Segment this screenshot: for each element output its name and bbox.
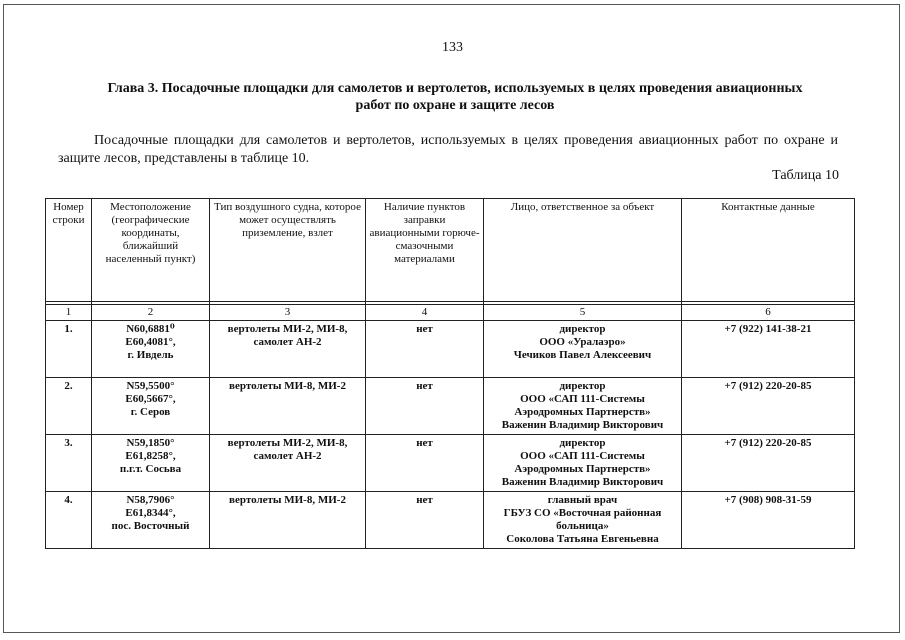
responsible-person-cell-line: больница» xyxy=(556,520,609,532)
responsible-person-cell-line: главный врач xyxy=(547,494,618,506)
location-cell-line: N59,1850° xyxy=(126,437,175,449)
aircraft-type-cell-line: вертолеты МИ-8, МИ-2 xyxy=(229,494,346,506)
chapter-heading xyxy=(60,80,850,114)
fuel-points-cell: нет xyxy=(366,321,484,378)
location-cell xyxy=(92,492,210,549)
location-cell xyxy=(92,435,210,492)
location-cell-line: E61,8344°, xyxy=(125,507,176,519)
row-number-cell: 3. xyxy=(46,435,92,492)
location-cell-line: г. Ивдель xyxy=(127,349,174,361)
location-cell-line: N60,6881⁰ xyxy=(126,323,175,335)
row-number-cell: 4. xyxy=(46,492,92,549)
header-aircraft-type: Тип воздушного судна, которое может осуществлять приземление, взлет xyxy=(210,199,366,302)
aircraft-type-cell xyxy=(210,435,366,492)
aircraft-type-cell-line: самолет АН-2 xyxy=(253,336,322,348)
responsible-person-cell-line: Чечиков Павел Алексеевич xyxy=(513,349,652,361)
location-cell-line: N58,7906° xyxy=(126,494,175,506)
aircraft-type-cell xyxy=(210,321,366,378)
header-contact: Контактные данные xyxy=(682,199,855,302)
table-header-row xyxy=(46,199,855,302)
intro-paragraph: Посадочные площадки для самолетов и вертолетов, используемых в целях проведения авиационных работ по охране и защите лесов, представлены в таблице 10. xyxy=(58,133,838,166)
page-number: 133 xyxy=(442,40,463,55)
aircraft-type-cell xyxy=(210,378,366,435)
aircraft-type-cell xyxy=(210,492,366,549)
aircraft-type-cell-line: вертолеты МИ-2, МИ-8, xyxy=(227,437,348,449)
contact-cell: +7 (908) 908-31-59 xyxy=(682,492,855,549)
chapter-heading-line-2: работ по охране и защите лесов xyxy=(355,98,555,113)
responsible-person-cell xyxy=(484,435,682,492)
responsible-person-cell-line: Аэродромных Партнерств» xyxy=(514,406,651,418)
landing-sites-table xyxy=(45,198,855,549)
responsible-person-cell xyxy=(484,321,682,378)
responsible-person-cell-line: Важенин Владимир Викторович xyxy=(501,419,664,431)
aircraft-type-cell-line: вертолеты МИ-2, МИ-8, xyxy=(227,323,348,335)
location-cell-line: E61,8258°, xyxy=(125,450,176,462)
table-row xyxy=(46,492,855,549)
responsible-person-cell-line: ООО «САП 111-Системы xyxy=(520,393,645,405)
responsible-person-cell-line: ООО «САП 111-Системы xyxy=(520,450,645,462)
column-number: 6 xyxy=(682,305,855,321)
location-cell xyxy=(92,321,210,378)
responsible-person-cell-line: ГБУЗ СО «Восточная районная xyxy=(503,507,662,519)
table-row xyxy=(46,321,855,378)
header-location: Местоположение (географические координаты, ближайший населенный пункт) xyxy=(92,199,210,302)
table-caption: Таблица 10 xyxy=(772,168,839,183)
aircraft-type-cell-line: вертолеты МИ-8, МИ-2 xyxy=(229,380,346,392)
header-responsible-person: Лицо, ответственное за объект xyxy=(484,199,682,302)
responsible-person-cell-line: директор xyxy=(559,323,606,335)
location-cell-line: пос. Восточный xyxy=(111,520,190,532)
fuel-points-cell: нет xyxy=(366,378,484,435)
header-row-number: Номер строки xyxy=(46,199,92,302)
location-cell-line: E60,5667°, xyxy=(125,393,176,405)
responsible-person-cell-line: директор xyxy=(559,437,606,449)
location-cell-line: E60,4081°, xyxy=(125,336,176,348)
table-row xyxy=(46,378,855,435)
responsible-person-cell xyxy=(484,378,682,435)
responsible-person-cell-line: ООО «Уралаэро» xyxy=(539,336,626,348)
aircraft-type-cell-line: самолет АН-2 xyxy=(253,450,322,462)
responsible-person-cell-line: Аэродромных Партнерств» xyxy=(514,463,651,475)
header-fuel-points: Наличие пунктов заправки авиационными горюче-смазочными материалами xyxy=(366,199,484,302)
fuel-points-cell: нет xyxy=(366,435,484,492)
responsible-person-cell-line: Соколова Татьяна Евгеньевна xyxy=(506,533,659,545)
column-number: 4 xyxy=(366,305,484,321)
location-cell xyxy=(92,378,210,435)
row-number-cell: 2. xyxy=(46,378,92,435)
contact-cell: +7 (912) 220-20-85 xyxy=(682,378,855,435)
location-cell-line: г. Серов xyxy=(130,406,171,418)
chapter-heading-line-1: Глава 3. Посадочные площадки для самолетов и вертолетов, используемых в целях проведения авиационных xyxy=(107,81,803,96)
location-cell-line: п.г.т. Сосьва xyxy=(119,463,182,475)
column-number: 5 xyxy=(484,305,682,321)
column-number: 1 xyxy=(46,305,92,321)
fuel-points-cell: нет xyxy=(366,492,484,549)
responsible-person-cell-line: Важенин Владимир Викторович xyxy=(501,476,664,488)
column-number: 3 xyxy=(210,305,366,321)
table-row xyxy=(46,435,855,492)
contact-cell: +7 (912) 220-20-85 xyxy=(682,435,855,492)
location-cell-line: N59,5500° xyxy=(126,380,175,392)
contact-cell: +7 (922) 141-38-21 xyxy=(682,321,855,378)
column-number: 2 xyxy=(92,305,210,321)
column-number-row xyxy=(46,305,855,321)
responsible-person-cell-line: директор xyxy=(559,380,606,392)
responsible-person-cell xyxy=(484,492,682,549)
row-number-cell: 1. xyxy=(46,321,92,378)
